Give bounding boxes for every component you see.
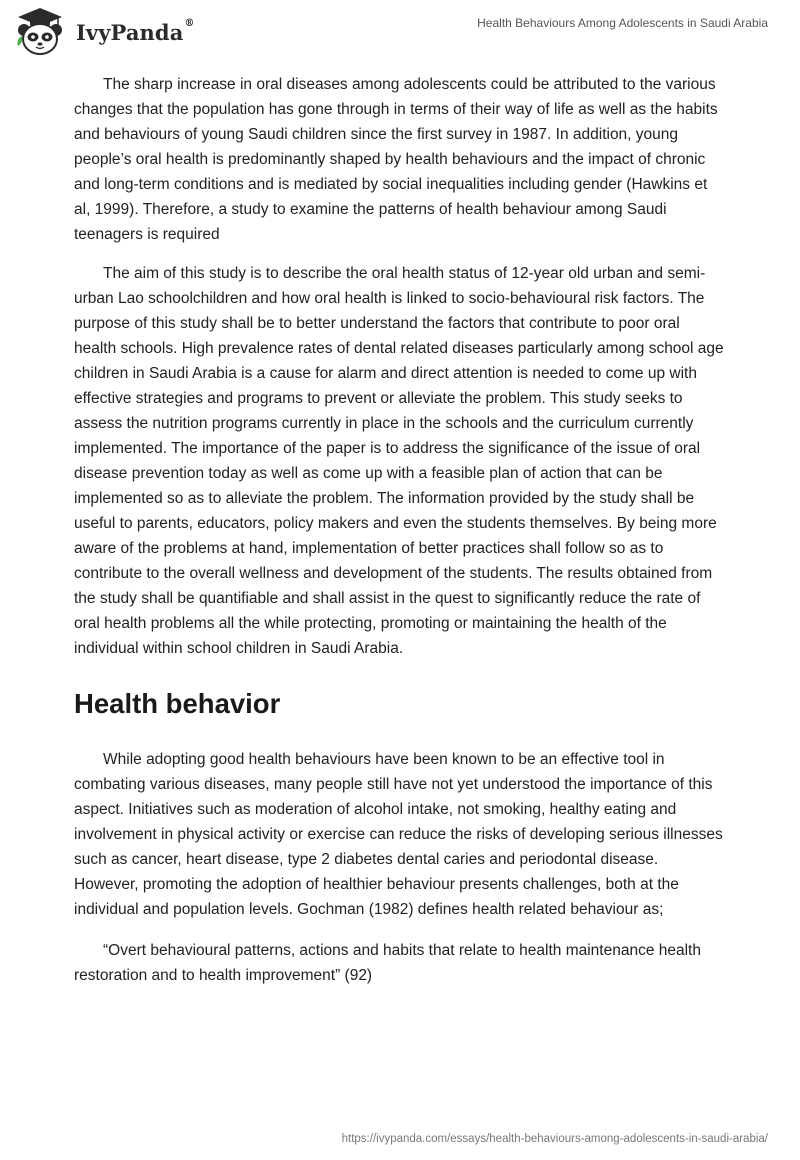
- paragraph: While adopting good health behaviours have been known to be an effective tool in combating various diseases, many people still have not yet understood the importance of this aspect. Initiatives such as moderation of alcohol intake, not smoking, healthy eating and involvement in physical activity or exercise can reduce the risks of developing serious illnesses such as cancer, heart disease, type 2 diabetes dental caries and periodontal disease. However, promoting the adoption of healthier behaviour presents challenges, both at the individual and population levels. Gochman (1982) defines health related behaviour as;: [74, 751, 723, 918]
- source-url[interactable]: https://ivypanda.com/essays/health-behaviours-among-adolescents-in-saudi-arabia/: [341, 1133, 768, 1145]
- section-heading: Health behavior: [74, 688, 281, 719]
- document-title: Health Behaviours Among Adolescents in Saudi Arabia: [477, 16, 768, 30]
- logo-text: IvyPanda®: [76, 17, 195, 45]
- panda-graduation-cap-icon: [14, 6, 66, 56]
- article-body: [74, 72, 724, 1002]
- quotation: “Overt behavioural patterns, actions and habits that relate to health maintenance health restoration and to health improvement” (92): [74, 942, 701, 984]
- ivypanda-logo[interactable]: [14, 6, 195, 56]
- page-header: [0, 0, 800, 60]
- paragraph: The aim of this study is to describe the oral health status of 12-year old urban and semi-urban Lao schoolchildren and how oral health is linked to socio-behavioural risk factors. The purpose of this study shall be to better understand the factors that contribute to poor oral health schools. High prevalence rates of dental related diseases particularly among school age children in Saudi Arabia is a cause for alarm and direct attention is needed to come up with effective strategies and programs to prevent or alleviate the problem. This study seeks to assess the nutrition programs currently in place in the schools and the curriculum currently implemented. The importance of the paper is to address the significance of the issue of oral disease prevention today as well as come up with a feasible plan of action that can be implemented so as to alleviate the problem. The information provided by the study shall be useful to parents, educators, policy makers and even the students themselves. By being more aware of the problems at hand, implementation of better practices shall follow so as to contribute to the overall wellness and development of the students. The results obtained from the study shall be quantifiable and shall assist in the quest to significantly reduce the rate of oral health problems all the while protecting, promoting or maintaining the health of the individual within school children in Saudi Arabia.: [74, 265, 724, 657]
- paragraph: The sharp increase in oral diseases among adolescents could be attributed to the various changes that the population has gone through in terms of their way of life as well as the habits and behaviours of young Saudi children since the first survey in 1987. In addition, young people’s oral health is predominantly shaped by health behaviours and the impact of chronic and long-term conditions and is mediated by social inequalities including gender (Hawkins et al, 1999). Therefore, a study to examine the patterns of health behaviour among Saudi teenagers is required: [74, 76, 718, 243]
